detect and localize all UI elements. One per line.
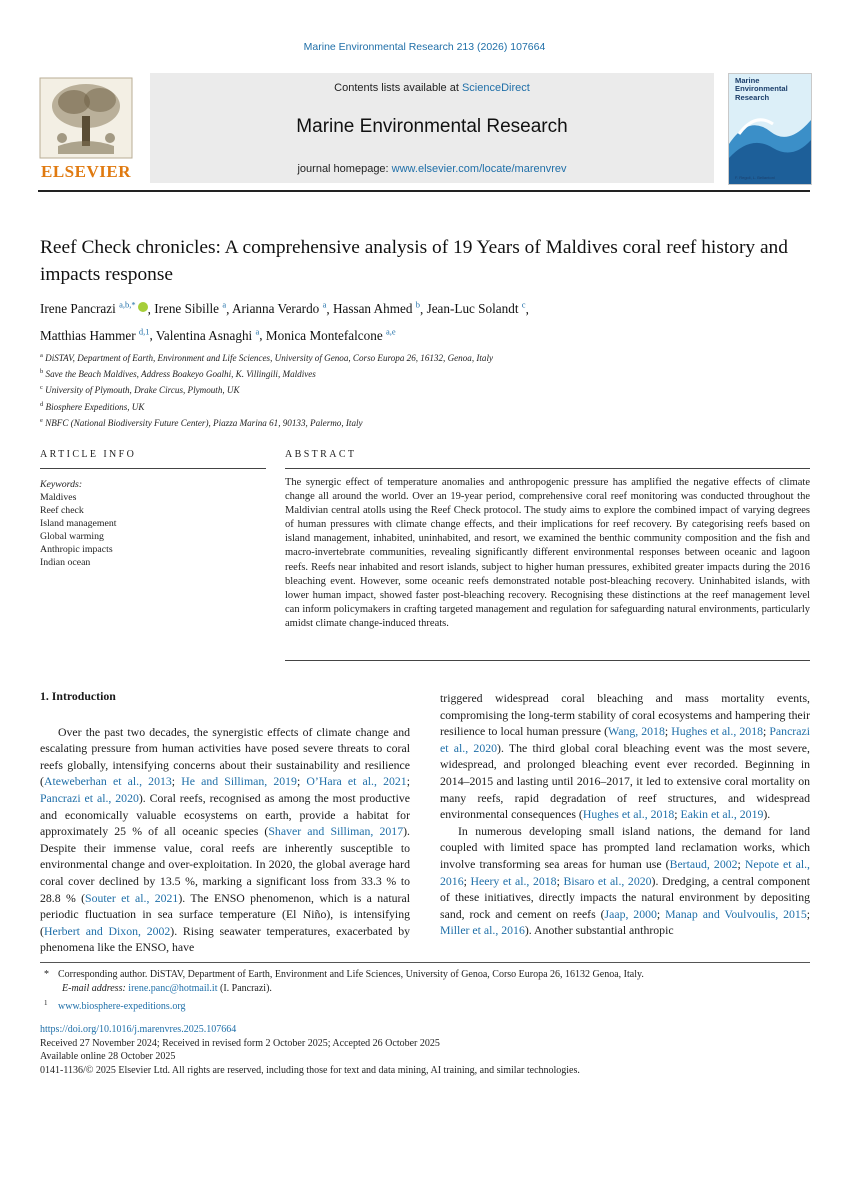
- body-paragraph: [40, 724, 410, 956]
- text-run: ;: [806, 906, 810, 921]
- abstract-bottom-divider: [285, 660, 810, 661]
- author-list: Irene Pancrazi $^{a,b,*}$ , Irene Sibille $^a$, Arianna Verardo $^a$, Hassan Ahmed $^b$, Jean-Luc Solandt $^c$, Matthias Hammer $^{d,1}$, Valentina Asnaghi $^a$, Monica Montefalcone $^{a,e}$: [40, 300, 529, 343]
- affiliation: [40, 414, 810, 430]
- author-name: Arianna Verardo: [231, 301, 320, 317]
- citation-link[interactable]: Pancrazi et al., 2020: [440, 724, 810, 755]
- email-suffix: (I. Pancrazi).: [219, 983, 272, 994]
- text-run: ).: [763, 807, 771, 822]
- keywords-label: Keywords:: [40, 479, 83, 490]
- text-run: ;: [656, 906, 666, 921]
- body-column-left: [40, 688, 410, 956]
- text-run: ;: [296, 774, 307, 789]
- contents-prefix: Contents lists available at: [334, 82, 462, 94]
- affiliation-mark: d: [40, 400, 44, 408]
- elsevier-wordmark: ELSEVIER: [41, 162, 131, 181]
- elsevier-logo: [38, 76, 134, 182]
- article-meta: [40, 1023, 810, 1077]
- affiliation-text: NBFC (National Biodiversity Future Center), Piazza Marina 61, 90133, Palermo, Italy: [42, 417, 363, 428]
- body-paragraph: [440, 823, 810, 939]
- text-run: ). Rising seawater temperatures, exacerbated by phenomena like the ENSO, have: [40, 923, 410, 955]
- citation-link[interactable]: Herbert and Dixon, 2002: [43, 923, 171, 938]
- affiliation-mark: a: [40, 352, 43, 359]
- article-info-divider: [40, 468, 266, 469]
- citation-link[interactable]: Bisaro et al., 2020: [563, 873, 652, 888]
- citation-link[interactable]: Shaver and Silliman, 2017: [268, 824, 404, 839]
- text-run: ;: [463, 873, 471, 888]
- author-name: Valentina Asnaghi: [155, 327, 253, 343]
- citation-link[interactable]: Pancrazi et al., 2020: [40, 790, 139, 805]
- affiliation-text: Biosphere Expeditions, UK: [43, 401, 145, 412]
- text-run: ;: [556, 873, 564, 888]
- footnote-mark: 1: [44, 999, 48, 1007]
- affiliation: [40, 398, 810, 414]
- citation-link[interactable]: Ateweberhan et al., 2013: [43, 774, 172, 789]
- footnote-1: [40, 996, 810, 1014]
- text-run: ). Another substantial anthropic: [524, 923, 674, 938]
- citation-link[interactable]: Nepote et al., 2016: [440, 856, 810, 888]
- keyword: Global warming: [40, 531, 104, 542]
- citation-link[interactable]: Eakin et al., 2019: [680, 807, 764, 822]
- cover-editors: F. Regoli, L. Bellantoni: [735, 175, 775, 180]
- author-name: Jean-Luc Solandt: [426, 301, 519, 317]
- citation-link[interactable]: He and Silliman, 2019: [181, 774, 297, 789]
- author[interactable]: [333, 301, 420, 316]
- text-run: ). The ENSO phenomenon, which is a natural periodic fluctuation in sea surface temperature (El Niño), is intensifying (: [40, 890, 410, 938]
- affiliation: [40, 365, 810, 381]
- abstract-text: The synergic effect of temperature anomalies and anthropogenic pressure has amplified the negative effects of climate change all around the world. Over an 19-year period, comprehensive coral reef monitoring was conducted throughout the Maldivian central atolls using the Reef Check protocol. The study aims to explore the combined impact of varying degrees of human pressures with climate change effects, and their implications for reef recovery. By categorising reefs based on island management, inhabited, uninhabited, and resort, we examined the benthic community composition and the fish and macro-invertebrate communities, revealing significantly different environmental responses between oceanic and lagoon reefs. Reefs near inhabited and resort islands, subject to higher human pressures, exhibited greater impacts during the 2016 bleaching event. However, some oceanic reefs demonstrated notable post-bleaching recovery. Uninhabited islands, with lower human impact, showed faster post-bleaching recovery. Recognising these distinctions at the reef management level can inform policymakers in crafting targeted management and regulation for safeguarding natural environments, particularly amidst climate change-induced threats.: [285, 477, 810, 629]
- affiliation: [40, 381, 810, 397]
- keyword: Island management: [40, 518, 117, 529]
- text-run: triggered widespread coral bleaching and mass mortality events, compromising the long-term stability of coral ecosystems and hampering their resilience to local human pressure (: [440, 691, 810, 739]
- orcid-icon[interactable]: [138, 302, 148, 312]
- email-label: E-mail address:: [62, 983, 126, 994]
- homepage-prefix: journal homepage:: [297, 163, 392, 175]
- article-info-heading: ARTICLE INFO: [40, 449, 137, 460]
- header-divider: [38, 190, 810, 192]
- author[interactable]: [154, 301, 226, 316]
- keywords-block: [40, 478, 266, 569]
- journal-masthead: [150, 73, 714, 183]
- keywords-list: [40, 491, 266, 569]
- author-name: Irene Pancrazi: [40, 301, 116, 317]
- sciencedirect-link[interactable]: ScienceDirect: [461, 82, 530, 94]
- text-run: ;: [763, 724, 770, 739]
- footnote-mark: *: [44, 969, 49, 980]
- body-paragraph: [440, 690, 810, 823]
- affiliation-text: DiSTAV, Department of Earth, Environment and Life Sciences, University of Genoa, Corso Europa 26, 16132, Genoa, Italy: [42, 353, 494, 364]
- cover-title: Marine Environmental Research: [735, 76, 788, 102]
- homepage-line: [150, 163, 714, 175]
- author[interactable]: [156, 328, 259, 343]
- author[interactable]: [427, 301, 526, 316]
- author-affiliation-marks[interactable]: a: [255, 326, 260, 337]
- citation-link[interactable]: Bertaud, 2002: [669, 856, 738, 871]
- journal-homepage-link[interactable]: www.elsevier.com/locate/marenvrev: [391, 163, 567, 175]
- author[interactable]: [232, 301, 326, 316]
- keyword: Indian ocean: [40, 557, 91, 568]
- author-affiliation-marks[interactable]: a: [322, 300, 327, 310]
- text-run: In numerous developing small island nations, the demand for land coupled with limited space has prompted land reclamation works, which involve transforming sea areas for human use (: [440, 823, 810, 871]
- affiliation: [40, 349, 810, 365]
- footnotes: [40, 968, 810, 1014]
- journal-reference-link[interactable]: Marine Environmental Research 213 (2026) 107664: [303, 41, 546, 53]
- biosphere-expeditions-link[interactable]: www.biosphere-expeditions.org: [58, 1001, 186, 1012]
- text-run: Over the past two decades, the synergistic effects of climate change and escalating pressure from human activities have posed severe threats to coral reefs globally, intensifying concerns about their sustainability and resilience (: [40, 724, 410, 789]
- author-affiliation-marks[interactable]: a: [222, 300, 227, 310]
- affiliation-text: Save the Beach Maldives, Address Boakeyo Goalhi, K. Villingili, Maldives: [43, 369, 316, 380]
- abstract-heading: ABSTRACT: [285, 449, 357, 460]
- citation-link[interactable]: Wang, 2018: [608, 724, 665, 739]
- author-affiliation-marks[interactable]: b: [415, 300, 420, 310]
- footnote-divider: [40, 962, 810, 963]
- citation-link[interactable]: O’Hara et al., 2021: [306, 774, 407, 789]
- text-run: ;: [406, 774, 410, 789]
- author[interactable]: [40, 328, 150, 343]
- affiliation-mark: e: [40, 416, 43, 424]
- text-run: ;: [664, 724, 672, 739]
- author-affiliation-marks[interactable]: c: [521, 300, 526, 310]
- abstract-divider: [285, 468, 810, 469]
- text-run: ). Coral reefs, recognised as among the most productive and economically valuable ecosystems on earth, provide a habitat for approximately 25 % of all oceanic species (: [40, 790, 410, 839]
- section-heading-introduction: 1. Introduction: [40, 689, 116, 703]
- journal-name: Marine Environmental Research: [296, 116, 568, 137]
- article-title: Reef Check chronicles: A comprehensive analysis of 19 Years of Maldives coral reef history and impacts response: [40, 237, 788, 285]
- email-note: [40, 982, 810, 996]
- keyword: Maldives: [40, 492, 77, 503]
- author[interactable]: [266, 328, 396, 343]
- affiliation-text: University of Plymouth, Drake Circus, Plymouth, UK: [42, 385, 240, 396]
- text-run: ;: [171, 774, 182, 789]
- corresponding-author-text: Corresponding author. DiSTAV, Department of Earth, Environment and Life Sciences, University of Genoa, Corso Europa 26, 16132 Genoa, Italy.: [58, 969, 644, 980]
- keyword: Reef check: [40, 505, 84, 516]
- text-run: ;: [737, 856, 745, 871]
- author-affiliation-marks[interactable]: a,b,*: [119, 300, 136, 310]
- citation-link[interactable]: Jaap, 2000: [604, 906, 657, 921]
- citation-link[interactable]: Heery et al., 2018: [470, 873, 557, 888]
- author-name: Irene Sibille: [154, 301, 220, 317]
- corresponding-author-note: [40, 968, 810, 982]
- copyright-notice: 0141-1136/© 2025 Elsevier Ltd. All rights are reserved, including those for text and data mining, AI training, and similar technologies.: [40, 1064, 580, 1076]
- text-run: ). Dredging, a central component of these initiatives, directly impacts the natural environment by depositing sand, rock and cement on reefs (: [440, 873, 811, 921]
- author-name: Monica Montefalcone: [265, 327, 383, 343]
- available-online-date: Available online 28 October 2025: [40, 1051, 176, 1063]
- author-email-link[interactable]: irene.panc@hotmail.it: [128, 983, 218, 994]
- author-affiliation-marks[interactable]: a,e: [386, 326, 396, 337]
- citation-link[interactable]: Miller et al., 2016: [440, 923, 525, 938]
- citation-link[interactable]: Souter et al., 2021: [85, 890, 179, 905]
- keyword: Anthropic impacts: [40, 544, 113, 555]
- contents-line: [150, 82, 714, 94]
- citation-link[interactable]: Manap and Voulvoulis, 2015: [665, 906, 807, 921]
- elsevier-tree-icon: [38, 76, 134, 160]
- affiliation-mark: c: [40, 384, 43, 392]
- citation-link[interactable]: Hughes et al., 2018: [582, 807, 675, 822]
- text-run: ). The third global coral bleaching event was the most severe, widespread, and prolonged bleaching event ever recorded. Beginning in 2014–2015 and lasting until 2016–2017, it led to extensive coral mortality on many reefs, rapid degradation of reef structures, and widespread environmental consequences (: [440, 740, 810, 822]
- body-column-right: [440, 690, 810, 939]
- text-run: ;: [674, 807, 681, 822]
- affiliation-mark: b: [40, 368, 44, 376]
- doi-link[interactable]: https://doi.org/10.1016/j.marenvres.2025.107664: [40, 1024, 237, 1035]
- author-name: Matthias Hammer: [40, 327, 136, 343]
- author-name: Hassan Ahmed: [332, 301, 413, 317]
- author-affiliation-marks[interactable]: d,1: [138, 326, 150, 337]
- journal-cover[interactable]: [728, 73, 812, 185]
- received-dates: Received 27 November 2024; Received in revised form 2 October 2025; Accepted 26 October 2025: [40, 1037, 440, 1049]
- text-run: ). Despite their immense value, coral reefs are inherently susceptible to environmental change and over-exploitation. In 2020, the global average hard coral cover declined by 13.5 %, marking a significant loss from 33.3 % to 28.8 % (: [40, 824, 410, 905]
- author[interactable]: [40, 301, 148, 316]
- affiliation-list: [40, 349, 810, 430]
- citation-link[interactable]: Hughes et al., 2018: [671, 724, 764, 739]
